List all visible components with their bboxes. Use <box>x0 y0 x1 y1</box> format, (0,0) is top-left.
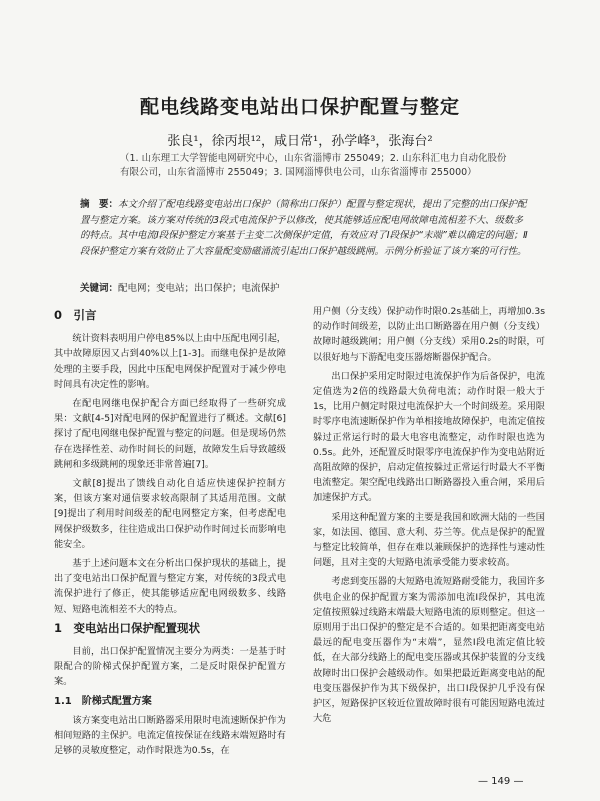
paper-title: 配电线路变电站出口保护配置与整定 <box>139 96 460 118</box>
affiliation-line-2: 有限公司，山东省淄博市 255049；3. 国网淄博供电公司，山东省淄博市 255000） <box>120 167 477 178</box>
paragraph: 基于上述问题本文在分析出口保护现状的基础上，提出了变电站出口保护配置与整定方案，对传统的3段式电流保护进行了修正，使其能够适应配电网级数多、线路短、短路电流相差不大的特点。 <box>54 558 286 615</box>
paragraph: 出口保护采用定时限过电流保护作为后备保护，电流定值选为2倍的线路最大负荷电流；动作时限一般大于1s，比用户侧定时限过电流保护大一个时间级差。采用限时零序电流速断保护作为单相接地故障保护，电流定值按躲过正常运行时的最大电容电流整定，动作时限也选为0.5s。此外，还配置反时限零序电流保护作为变电站附近高阻故障的保护，启动定值按躲过正常运行时最大不平衡电流整定。架空配电线路出口断路器投入重合闸，采用后加速保护方式。 <box>313 370 545 504</box>
paragraph: 文献[8]提出了馈线自动化自适应快速保护控制方案，但该方案对通信要求较高限制了其适用范围。文献[9]提出了利用时间级差的配电网整定方案，但考虑配电网保护级数多，往往造成出口保护动作时间过长而影响电能安全。 <box>54 478 286 550</box>
abstract-label: 摘 要： <box>80 199 119 210</box>
abstract <box>80 197 528 259</box>
subsection-heading-1-1: 1.1 阶梯式配置方案 <box>54 695 152 707</box>
paragraph: 用户侧（分支线）保护动作时限0.2s基础上，再增加0.3s的动作时间级差，以防止出口断路器在用户侧（分支线）故障时越级跳闸；用户侧（分支线）采用0.2s的时限，可以很好地与下游配电变压器熔断器保护配合。 <box>313 306 545 363</box>
affiliations <box>120 152 520 180</box>
paragraph: 考虑到变压器的大短路电流短路耐受能力，我国许多供电企业的保护配置方案为需添加电流Ⅰ段保护，其电流定值按照躲过线路末端最大短路电流的原则整定。但这一原则用于出口保护的整定是不合适的。如果把距离变电站最远的配电变压器作为“末端”，显然Ⅰ段电流定值比较低，在大部分线路上的配电变压器或其保护装置的分支线故障时出口保护会越级动作。如果把最近距离变电站的配电变压器保护作为其下级保护，出口Ⅰ段保护几乎没有保护区，短路保护区较近位置故障时很有可能因短路电流过大危 <box>313 576 545 725</box>
paragraph: 采用这种配置方案的主要是我国和欧洲大陆的一些国家，如法国、德国、意大利、芬兰等。优点是保护的配置与整定比较简单，但存在难以兼顾保护的选择性与速动性问题，且对主变的大短路电流承受能力要求较高。 <box>313 511 545 569</box>
page-number: — 149 — <box>478 776 524 787</box>
affiliation-line-1: （1. 山东理工大学智能电网研究中心，山东省淄博市 255049；2. 山东科汇电力自动化股份 <box>120 153 507 164</box>
left-column <box>54 304 286 762</box>
keywords-text: 配电网；变电站；出口保护；电流保护 <box>118 283 280 294</box>
section-heading-introduction: 0 引言 <box>54 308 97 322</box>
paragraph: 在配电网继电保护配合方面已经取得了一些研究成果：文献[4-5]对配电网的保护配置进行了概述。文献[6]探讨了配电网继电保护配置与整定的问题。但是现场仍然存在选择性差、动作时间长的问题，故障发生后导致越级跳闸和多级跳闸的现象还非常普遍[7]。 <box>54 398 286 470</box>
section-heading-1: 1 变电站出口保护配置现状 <box>54 620 201 635</box>
author-list: 张良¹，徐丙垠¹²，咸日常¹，孙学峰³，张海台² <box>167 134 433 149</box>
paragraph: 该方案变电站出口断路器采用限时电流速断保护作为相间短路的主保护。电流定值按保证在线路末端短路时有足够的灵敏度整定，动作时限选为0.5s，在 <box>54 714 286 757</box>
keywords <box>80 280 528 294</box>
right-column <box>313 304 545 730</box>
paragraph: 目前，出口保护配置情况主要分为两类：一是基于时限配合的阶梯式保护配置方案，二是反时限保护配置方案。 <box>54 646 286 688</box>
keywords-label: 关键词： <box>80 283 119 294</box>
abstract-text: 本文介绍了配电线路变电站出口保护（简称出口保护）配置与整定现状，提出了完整的出口保护配置与整定方案。该方案对传统的3段式电流保护予以修改，使其能够适应配电网故障电流相差不大、级数多的特点。其中电流Ⅰ段保护整定方案基于主变二次侧保护定值，有效应对了Ⅰ段保护“末端”难以确定的问题；Ⅱ段保护整定方案有效防止了大容量配变励磁涌流引起出口保护越级跳闸。示例分析验证了该方案的可行性。 <box>80 199 528 257</box>
paragraph: 统计资料表明用户停电85%以上由中压配电网引起，其中故障原因又占到40%以上[1-3]。而继电保护是故障处理的主要手段，因此中压配电网保护配置对于减少停电时间具有决定性的影响。 <box>54 333 286 390</box>
